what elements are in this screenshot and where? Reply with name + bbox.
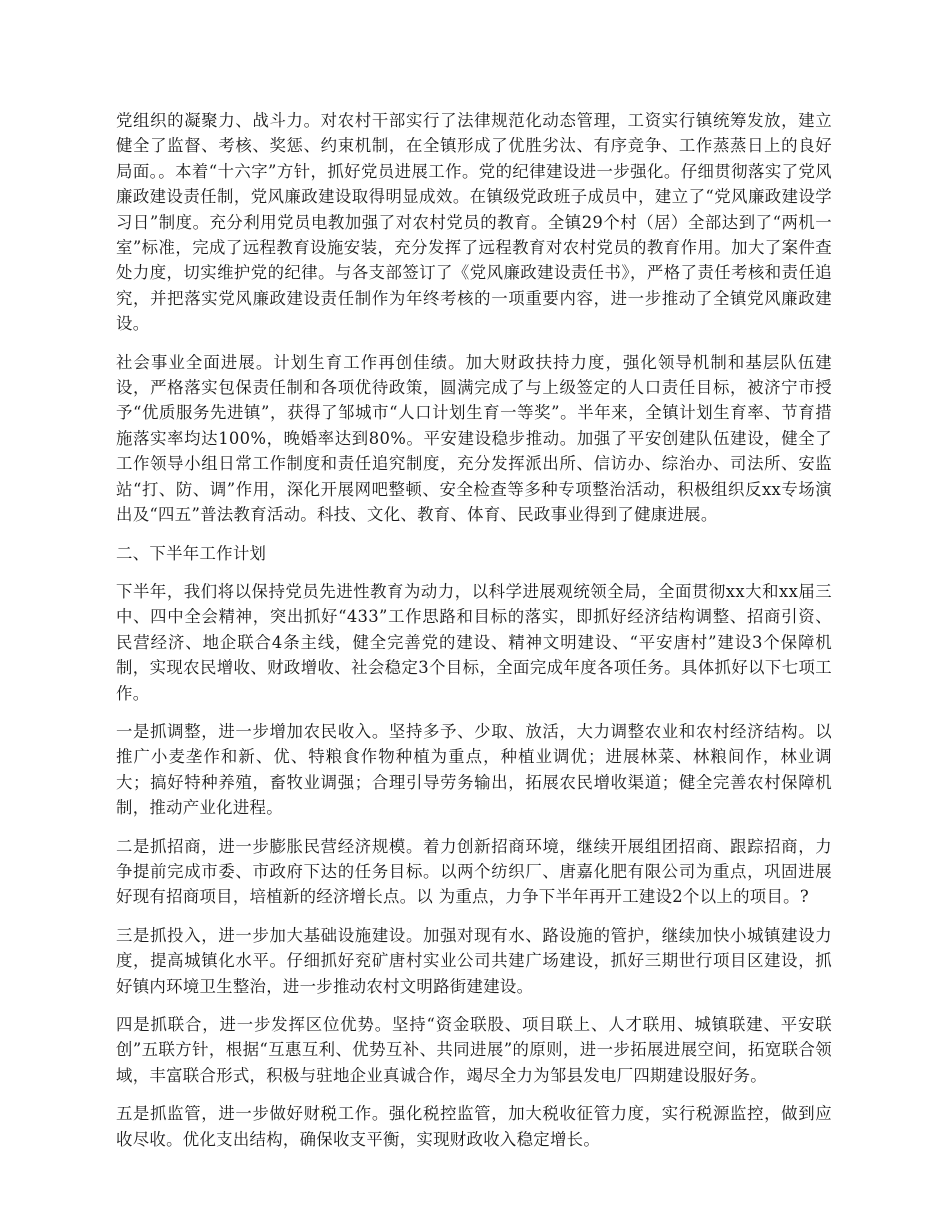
paragraph-task-fiscal-supervision: 五是抓监管，进一步做好财税工作。强化税控监管，加大税收征管力度，实行税源监控，做到应收尽收。优化支出结构，确保收支平衡，实现财政收入稳定增长。 (116, 1104, 832, 1149)
document-body (116, 108, 832, 1165)
paragraph-task-infrastructure: 三是抓投入，进一步加大基础设施建设。加强对现有水、路设施的管护，继续加快小城镇建设力度，提高城镇化水平。仔细抓好兖矿唐村实业公司共建广场建设，抓好三期世行项目区建设，抓好镇内环境卫生整治，进一步推动农村文明路街建建设。 (116, 925, 832, 996)
paragraph-social-affairs: 社会事业全面进展。计划生育工作再创佳绩。加大财政扶持力度，强化领导机制和基层队伍建设，严格落实包保责任制和各项优待政策，圆满完成了与上级签定的人口责任目标，被济宁市授予“优质服务先进镇”，获得了邹城市“人口计划生育一等奖”。半年来，全镇计划生育率、节育措施落实率均达100%，晚婚率达到80%。平安建设稳步推动。加强了平安创建队伍建设，健全了工作领导小组日常工作制度和责任追究制度，充分发挥派出所、信访办、综治办、司法所、安监站“打、防、调”作用，深化开展网吧整顿、安全检查等多种专项整治活动，积极组织反xx专场演出及“四五”普法教育活动。科技、文化、教育、体育、民政事业得到了健康进展。 (116, 352, 832, 525)
paragraph-party-building: 党组织的凝聚力、战斗力。对农村干部实行了法律规范化动态管理，工资实行镇统筹发放，建立健全了监督、考核、奖惩、约束机制，在全镇形成了优胜劣汰、有序竞争、工作蒸蒸日上的良好局面。。本着“十六字”方针，抓好党员进展工作。党的纪律建设进一步强化。仔细贯彻落实了党风廉政建设责任制，党风廉政建设取得明显成效。在镇级党政班子成员中，建立了“党风廉政建设学习日”制度。充分利用党员电教加强了对农村党员的教育。全镇29个村（居）全部达到了“两机一室”标准，完成了远程教育设施安装，充分发挥了远程教育对农村党员的教育作用。加大了案件查处力度，切实维护党的纪律。与各支部签订了《党风廉政建设责任书》，严格了责任考核和责任追究，并把落实党风廉政建设责任制作为年终考核的一项重要内容，进一步推动了全镇党风廉政建设。 (116, 111, 832, 334)
paragraph-task-adjustment: 一是抓调整，进一步增加农民收入。坚持多予、少取、放活，大力调整农业和农村经济结构。以推广小麦垄作和新、优、特粮食作物种植为重点，种植业调优；进展林菜、林粮间作，林业调大；搞好特种养殖，畜牧业调强；合理引导劳务输出，拓展农民增收渠道；健全完善农村保障机制，推动产业化进程。 (116, 721, 832, 818)
paragraph-task-cooperation: 四是抓联合，进一步发挥区位优势。坚持“资金联股、项目联上、人才联用、城镇联建、平安联创”五联方针，根据“互惠互利、优势互补、共同进展”的原则，进一步拓展进展空间，拓宽联合领域，丰富联合形式，积极与驻地企业真诚合作，竭尽全力为邹县发电厂四期建设服好务。 (116, 1015, 832, 1085)
paragraph-task-investment-attraction: 二是抓招商，进一步膨胀民营经济规模。着力创新招商环境，继续开展组团招商、跟踪招商，力争提前完成市委、市政府下达的任务目标。以两个纺织厂、唐嘉化肥有限公司为重点，巩固进展好现有招商项目，培植新的经济增长点。以 为重点，力争下半年再开工建设2个以上的项目。? (116, 836, 832, 907)
paragraph-second-half-overview: 下半年，我们将以保持党员先进性教育为动力，以科学进展观统领全局，全面贯彻xx大和xx届三中、四中全会精神，突出抓好“433”工作思路和目标的落实，即抓好经济结构调整、招商引资、民营经济、地企联合4条主线，健全完善党的建设、精神文明建设、“平安唐村”建设3个保障机制，实现农民增收、财政增收、社会稳定3个目标，全面完成年度各项任务。具体抓好以下七项工作。 (116, 581, 832, 703)
section-heading-second-half-plan: 二、下半年工作计划 (116, 543, 267, 563)
